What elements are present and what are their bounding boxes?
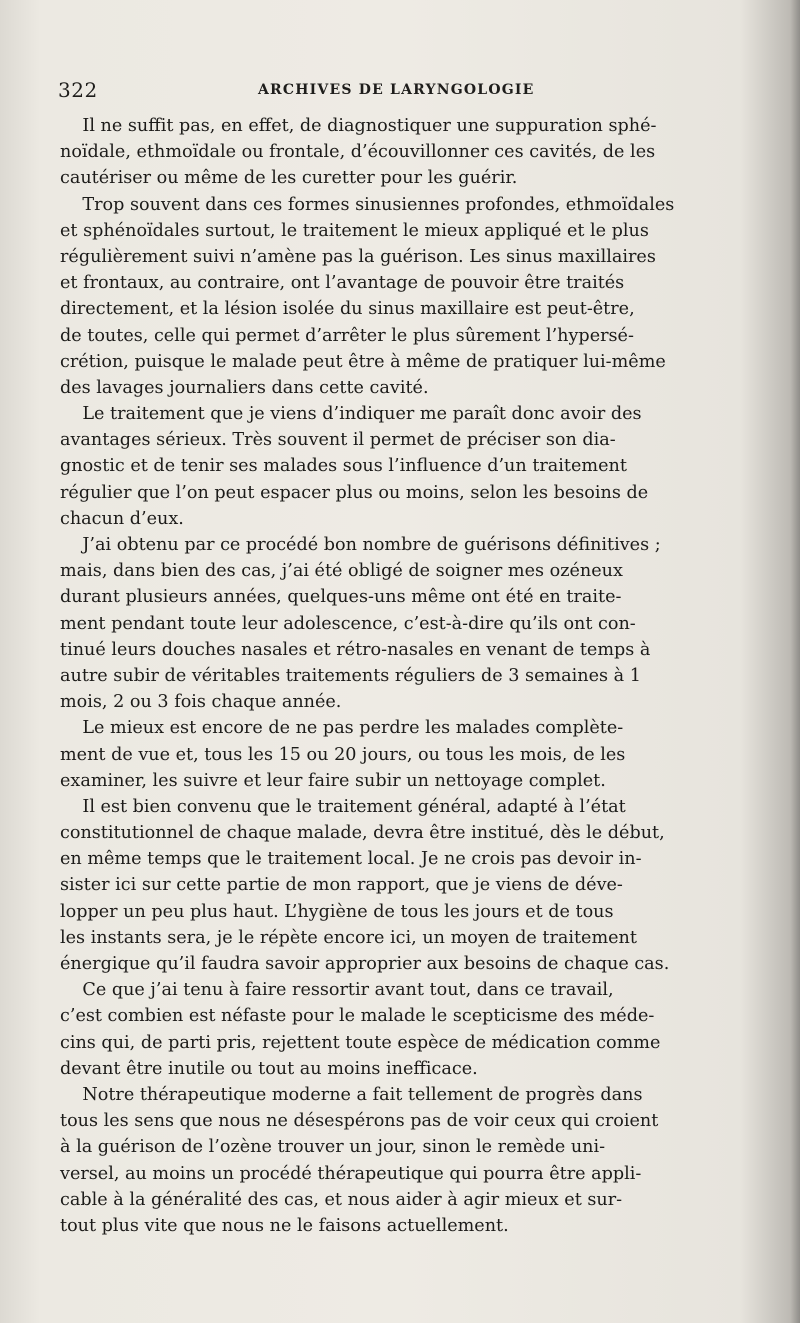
- text-line: c’est combien est néfaste pour le malade le scepticisme des méde-: [60, 1006, 655, 1027]
- text-line: énergique qu’il faudra savoir approprier aux besoins de chaque cas.: [60, 954, 670, 974]
- text-line: tinué leurs douches nasales et rétro-nasales en venant de temps à: [60, 639, 651, 660]
- text-line: Notre thérapeutique moderne a fait tellement de progrès dans: [60, 1084, 643, 1105]
- text-line: lopper un peu plus haut. L’hygiène de tous les jours et de tous: [60, 901, 614, 922]
- text-line: régulier que l’on peut espacer plus ou moins, selon les besoins de: [60, 482, 649, 503]
- text-line: mais, dans bien des cas, j’ai été obligé de soigner mes ozéneux: [60, 561, 623, 582]
- running-title: ARCHIVES DE LARYNGOLOGIE: [258, 82, 535, 98]
- page-number: 322: [58, 78, 98, 102]
- text-line: devant être inutile ou tout au moins inefficace.: [60, 1058, 478, 1079]
- text-line: mois, 2 ou 3 fois chaque année.: [60, 692, 342, 713]
- text-line: ment de vue et, tous les 15 ou 20 jours, ou tous les mois, de les: [60, 744, 626, 765]
- text-line: à la guérison de l’ozène trouver un jour, sinon le remède uni-: [60, 1137, 606, 1158]
- text-line: des lavages journaliers dans cette cavité.: [60, 377, 429, 398]
- text-line: constitutionnel de chaque malade, devra être institué, dès le début,: [60, 823, 665, 844]
- text-line: J’ai obtenu par ce procédé bon nombre de guérisons définitives ;: [60, 535, 661, 555]
- text-line: chacun d’eux.: [60, 508, 184, 529]
- text-line: de toutes, celle qui permet d’arrêter le plus sûrement l’hypersé-: [60, 325, 634, 346]
- text-line: tous les sens que nous ne désespérons pas de voir ceux qui croient: [60, 1111, 659, 1132]
- text-line: Le traitement que je viens d’indiquer me paraît donc avoir des: [60, 404, 642, 425]
- text-line: les instants sera, je le répète encore ici, un moyen de traitement: [60, 927, 637, 948]
- text-line: cins qui, de parti pris, rejettent toute espèce de médication comme: [60, 1032, 661, 1053]
- text-line: crétion, puisque le malade peut être à même de pratiquer lui-même: [60, 351, 666, 372]
- text-line: directement, et la lésion isolée du sinus maxillaire est peut-être,: [60, 299, 635, 320]
- text-line: cautériser ou même de les curetter pour les guérir.: [60, 168, 518, 189]
- text-line: avantages sérieux. Très souvent il permet de préciser son dia-: [60, 430, 616, 451]
- text-line: tout plus vite que nous ne le faisons actuellement.: [60, 1215, 509, 1236]
- text-line: régulièrement suivi n’amène pas la guérison. Les sinus maxillaires: [60, 246, 656, 267]
- text-line: Ce que j’ai tenu à faire ressortir avant tout, dans ce travail,: [60, 980, 614, 1001]
- text-line: Il ne suffit pas, en effet, de diagnostiquer une suppuration sphé-: [60, 116, 657, 136]
- text-line: gnostic et de tenir ses malades sous l’influence d’un traitement: [60, 456, 627, 477]
- text-line: en même temps que le traitement local. Je ne crois pas devoir in-: [60, 849, 642, 870]
- text-line: cable à la généralité des cas, et nous aider à agir mieux et sur-: [60, 1189, 623, 1210]
- text-line: Il est bien convenu que le traitement général, adapté à l’état: [60, 796, 626, 817]
- text-line: durant plusieurs années, quelques-uns même ont été en traite-: [60, 587, 622, 608]
- text-line: sister ici sur cette partie de mon rapport, que je viens de déve-: [60, 875, 623, 896]
- page-header: [58, 74, 758, 104]
- text-line: ment pendant toute leur adolescence, c’est-à-dire qu’ils ont con-: [60, 613, 636, 634]
- text-line: autre subir de véritables traitements réguliers de 3 semaines à 1: [60, 665, 641, 686]
- body-text: [60, 113, 760, 1239]
- text-line: Trop souvent dans ces formes sinusiennes profondes, ethmoïdales: [60, 194, 675, 215]
- text-line: et sphénoïdales surtout, le traitement le mieux appliqué et le plus: [60, 220, 649, 241]
- text-line: et frontaux, au contraire, ont l’avantage de pouvoir être traités: [60, 273, 625, 294]
- text-line: examiner, les suivre et leur faire subir un nettoyage complet.: [60, 770, 606, 791]
- text-line: Le mieux est encore de ne pas perdre les malades complète-: [60, 718, 624, 739]
- text-line: noïdale, ethmoïdale ou frontale, d’écouvillonner ces cavités, de les: [60, 142, 656, 163]
- text-line: versel, au moins un procédé thérapeutique qui pourra être appli-: [60, 1163, 642, 1184]
